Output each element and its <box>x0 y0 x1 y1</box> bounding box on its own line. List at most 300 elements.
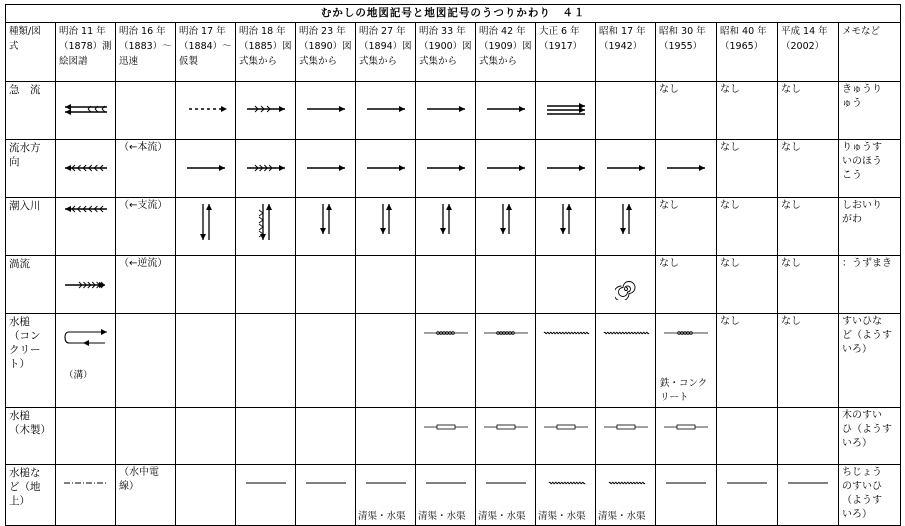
header-line: 明治 16 年 <box>119 26 166 37</box>
cell-text: 清渠・水渠 <box>478 511 526 522</box>
weir-concrete-symbol <box>601 328 651 338</box>
tidal-river-symbol <box>196 202 216 242</box>
cell-text: なし <box>720 258 740 269</box>
weir-ground-symbol <box>601 479 651 487</box>
weir-ground-symbol <box>783 479 833 487</box>
symbol-wrap <box>416 161 475 175</box>
cell-caption: 鉄・コンクリート <box>660 378 708 403</box>
symbol-cell <box>717 198 778 256</box>
header-era-8 <box>476 23 536 82</box>
symbol-table-document <box>5 4 900 526</box>
header-line: （1900）図 <box>419 41 472 52</box>
symbol-wrap <box>656 328 716 338</box>
symbol-wrap <box>356 479 415 487</box>
row-label-line: （木製） <box>9 424 51 436</box>
header-era-1 <box>56 23 116 82</box>
symbol-cell <box>476 140 536 198</box>
symbol-cell <box>236 314 296 408</box>
header-era-10 <box>596 23 656 82</box>
memo-line: いろ） <box>842 344 872 355</box>
cell-text: なし <box>781 142 801 153</box>
memo-line: しおいり <box>842 200 882 211</box>
header-line: 式集から <box>479 56 518 67</box>
weir-wooden-symbol <box>541 422 591 432</box>
header-line: 式集から <box>239 56 278 67</box>
symbol-cell <box>356 140 416 198</box>
symbol-cell <box>176 256 236 314</box>
header-era-4 <box>236 23 296 82</box>
weir-wooden-symbol <box>421 422 471 432</box>
memo-cell <box>839 408 901 465</box>
symbol-wrap <box>416 422 475 432</box>
symbol-wrap <box>356 161 415 175</box>
symbol-cell <box>476 256 536 314</box>
tidal-river-symbol <box>61 202 111 216</box>
symbol-cell <box>778 140 839 198</box>
symbol-cell <box>476 314 536 408</box>
row-label <box>6 314 56 408</box>
row-label <box>6 465 56 526</box>
symbol-wrap <box>356 102 415 116</box>
memo-line: がわ <box>842 214 862 225</box>
symbol-cell <box>296 256 356 314</box>
symbol-wrap <box>56 328 115 350</box>
header-era-7 <box>416 23 476 82</box>
symbol-cell <box>296 314 356 408</box>
symbol-cell <box>536 465 596 526</box>
header-line: 式集から <box>419 56 458 67</box>
row-label-line: 渦流 <box>9 258 30 270</box>
header-line: 昭和 17 年 <box>599 26 646 37</box>
row-label <box>6 408 56 465</box>
symbol-wrap <box>536 328 595 338</box>
row-label-line: 上） <box>9 495 30 507</box>
symbol-wrap <box>56 278 115 292</box>
symbol-cell <box>778 465 839 526</box>
symbol-wrap <box>596 479 655 487</box>
symbol-wrap <box>416 479 475 487</box>
flow-direction-symbol <box>241 161 291 175</box>
symbol-wrap <box>656 161 716 175</box>
symbol-cell <box>778 256 839 314</box>
memo-line: りゅうす <box>842 142 882 153</box>
header-era-6 <box>356 23 416 82</box>
weir-ground-symbol <box>541 479 591 487</box>
symbol-cell <box>596 198 656 256</box>
symbol-cell <box>56 198 116 256</box>
symbol-wrap <box>596 161 655 175</box>
tidal-river-symbol <box>496 202 516 236</box>
symbol-wrap <box>656 422 716 432</box>
symbol-cell <box>717 314 778 408</box>
row-label-line: 流水方 <box>9 142 41 154</box>
row-label-line: クリー <box>9 344 41 356</box>
symbol-wrap <box>176 161 235 175</box>
flow-direction-symbol <box>301 161 351 175</box>
symbol-cell <box>56 408 116 465</box>
cell-text: なし <box>659 84 679 95</box>
symbol-cell <box>656 465 717 526</box>
row-label-line: （コン <box>9 330 41 342</box>
memo-cell <box>839 256 901 314</box>
header-line: （1890）図 <box>299 41 352 52</box>
cell-text: なし <box>720 200 740 211</box>
symbol-cell <box>176 140 236 198</box>
header-line: 式 <box>9 41 19 52</box>
table-row <box>6 408 901 465</box>
symbol-cell <box>717 140 778 198</box>
symbol-cell <box>778 198 839 256</box>
memo-line: こう <box>842 170 862 181</box>
tidal-river-symbol <box>436 202 456 236</box>
memo-line: ゅう <box>842 98 862 109</box>
symbol-cell <box>476 82 536 140</box>
memo-line: 木のすい <box>842 410 882 421</box>
memo-line: すいひな <box>842 316 882 327</box>
symbol-cell <box>56 256 116 314</box>
symbol-wrap <box>596 422 655 432</box>
rapids-symbol <box>541 102 591 116</box>
header-line: （1917） <box>539 41 583 52</box>
header-line: （1894）図 <box>359 41 412 52</box>
weir-ground-symbol <box>301 479 351 487</box>
symbol-cell <box>476 408 536 465</box>
symbol-wrap <box>56 161 115 175</box>
symbol-cell <box>596 465 656 526</box>
row-label <box>6 198 56 256</box>
header-era-13 <box>778 23 839 82</box>
table-row <box>6 198 901 256</box>
cell-caption: （溝） <box>64 370 93 381</box>
flow-direction-symbol <box>61 161 111 175</box>
header-line: 昭和 40 年 <box>720 26 767 37</box>
cell-text: なし <box>720 84 740 95</box>
weir-wooden-symbol <box>601 422 651 432</box>
memo-cell <box>839 314 901 408</box>
symbol-cell <box>416 82 476 140</box>
tidal-river-symbol <box>616 202 636 236</box>
symbol-cell <box>356 198 416 256</box>
symbol-cell <box>296 140 356 198</box>
symbol-wrap <box>416 328 475 338</box>
cell-text: なし <box>781 84 801 95</box>
flow-direction-symbol <box>661 161 711 175</box>
symbol-wrap <box>56 479 115 487</box>
symbol-cell <box>476 198 536 256</box>
weir-ground-symbol <box>361 479 411 487</box>
row-label-line: ト） <box>9 358 30 370</box>
symbol-cell <box>656 314 717 408</box>
symbol-cell <box>356 256 416 314</box>
row-label-line: ど（地 <box>9 481 41 493</box>
memo-line: （ようす <box>842 495 882 506</box>
header-line: （1942） <box>599 41 643 52</box>
symbol-wrap <box>236 202 295 242</box>
header-line: （1883）〜 <box>119 41 172 52</box>
symbol-cell <box>717 465 778 526</box>
header-line: 明治 23 年 <box>299 26 346 37</box>
cell-text: （←逆流） <box>119 258 168 269</box>
header-line: （1955） <box>659 41 703 52</box>
header-memo <box>839 23 901 82</box>
symbol-cell <box>356 82 416 140</box>
symbol-cell <box>116 408 176 465</box>
row-label <box>6 256 56 314</box>
symbol-wrap <box>476 422 535 432</box>
symbol-cell <box>536 256 596 314</box>
symbol-cell <box>536 140 596 198</box>
symbol-cell <box>176 198 236 256</box>
header-line: 平成 14 年 <box>781 26 828 37</box>
header-era-2 <box>116 23 176 82</box>
header-era-12 <box>717 23 778 82</box>
flow-direction-symbol <box>361 161 411 175</box>
rapids-symbol <box>481 102 531 116</box>
symbol-cell <box>778 408 839 465</box>
symbol-cell <box>656 198 717 256</box>
symbol-cell <box>176 408 236 465</box>
header-line: 式集から <box>359 56 398 67</box>
rapids-symbol <box>361 102 411 116</box>
row-label-line: 水槌な <box>9 467 41 479</box>
symbol-cell <box>656 408 717 465</box>
symbol-cell <box>536 408 596 465</box>
weir-ground-symbol <box>421 479 471 487</box>
header-line: （1909）図 <box>479 41 532 52</box>
row-label-line: 水槌 <box>9 316 30 328</box>
table-row <box>6 140 901 198</box>
symbol-cell <box>116 82 176 140</box>
header-line: （2002） <box>781 41 825 52</box>
header-type <box>6 23 56 82</box>
symbol-cell <box>56 465 116 526</box>
symbol-cell <box>416 408 476 465</box>
symbol-wrap <box>536 422 595 432</box>
symbol-cell <box>296 408 356 465</box>
cell-text: （←本流） <box>119 142 168 153</box>
tidal-river-symbol <box>556 202 576 236</box>
cell-text: （←支流） <box>119 200 168 211</box>
symbol-table <box>5 4 901 526</box>
tidal-river-symbol <box>254 202 278 242</box>
header-line: 明治 42 年 <box>479 26 526 37</box>
symbol-cell <box>717 408 778 465</box>
header-line: 明治 27 年 <box>359 26 406 37</box>
symbol-cell <box>596 314 656 408</box>
document-title: むかしの地図記号と地図記号のうつりかわり ４１ <box>6 5 901 23</box>
weir-concrete-symbol <box>481 328 531 338</box>
header-row <box>6 23 901 82</box>
symbol-wrap <box>236 479 295 487</box>
symbol-cell <box>116 465 176 526</box>
flow-direction-symbol <box>601 161 651 175</box>
symbol-cell <box>656 140 717 198</box>
symbol-cell <box>236 82 296 140</box>
header-line: 明治 18 年 <box>239 26 286 37</box>
flow-direction-symbol <box>421 161 471 175</box>
symbol-wrap <box>476 161 535 175</box>
weir-concrete-symbol <box>661 328 711 338</box>
header-era-11 <box>656 23 717 82</box>
weir-ground-symbol <box>241 479 291 487</box>
memo-cell <box>839 82 901 140</box>
cell-text: 清渠・水渠 <box>598 511 646 522</box>
cell-text: なし <box>659 258 679 269</box>
symbol-cell <box>236 408 296 465</box>
symbol-wrap <box>536 102 595 116</box>
symbol-wrap <box>416 202 475 236</box>
symbol-cell <box>176 465 236 526</box>
symbol-cell <box>176 314 236 408</box>
memo-line: ：うずまき <box>842 258 892 269</box>
table-row <box>6 256 901 314</box>
header-line: 式集から <box>299 56 338 67</box>
symbol-cell <box>476 465 536 526</box>
weir-ground-symbol <box>661 479 711 487</box>
whirlpool-symbol <box>61 278 111 292</box>
symbol-cell <box>778 82 839 140</box>
cell-text: 清渠・水渠 <box>538 511 586 522</box>
header-line: （1965） <box>720 41 764 52</box>
symbol-cell <box>416 465 476 526</box>
symbol-cell <box>717 256 778 314</box>
symbol-wrap <box>536 161 595 175</box>
symbol-wrap <box>296 202 355 236</box>
cell-text: なし <box>659 200 679 211</box>
symbol-cell <box>656 256 717 314</box>
row-label <box>6 82 56 140</box>
symbol-cell <box>717 82 778 140</box>
symbol-cell <box>536 314 596 408</box>
weir-ground-symbol <box>61 479 111 487</box>
memo-cell <box>839 140 901 198</box>
cell-text: なし <box>720 316 740 327</box>
symbol-cell <box>116 198 176 256</box>
rapids-symbol <box>301 102 351 116</box>
symbol-wrap <box>596 278 655 300</box>
symbol-cell <box>116 140 176 198</box>
flow-direction-symbol <box>181 161 231 175</box>
cell-text: 清渠・水渠 <box>418 511 466 522</box>
tidal-river-symbol <box>376 202 396 236</box>
symbol-cell <box>596 140 656 198</box>
header-era-3 <box>176 23 236 82</box>
symbol-cell <box>56 314 116 408</box>
symbol-wrap <box>296 161 355 175</box>
symbol-wrap <box>416 102 475 116</box>
symbol-cell <box>596 256 656 314</box>
rapids-symbol <box>421 102 471 116</box>
header-line: （1884）〜 <box>179 41 232 52</box>
symbol-cell <box>416 198 476 256</box>
symbol-wrap <box>236 161 295 175</box>
symbol-wrap <box>476 328 535 338</box>
symbol-wrap <box>356 202 415 236</box>
symbol-cell <box>236 198 296 256</box>
whirlpool-symbol <box>615 278 637 300</box>
symbol-wrap <box>56 202 115 216</box>
header-era-5 <box>296 23 356 82</box>
symbol-cell <box>56 140 116 198</box>
header-line: 種類/図 <box>9 26 41 37</box>
symbol-cell <box>116 256 176 314</box>
symbol-cell <box>536 82 596 140</box>
symbol-wrap <box>536 202 595 236</box>
symbol-cell <box>416 140 476 198</box>
flow-direction-symbol <box>481 161 531 175</box>
header-line: メモなど <box>842 26 881 37</box>
memo-line: ど（ようす <box>842 330 892 341</box>
header-era-9 <box>536 23 596 82</box>
symbol-cell <box>56 82 116 140</box>
symbol-wrap <box>596 328 655 338</box>
symbol-wrap <box>536 479 595 487</box>
tidal-river-symbol <box>316 202 336 236</box>
symbol-cell <box>236 256 296 314</box>
weir-wooden-symbol <box>481 422 531 432</box>
weir-wooden-symbol <box>661 422 711 432</box>
symbol-wrap <box>56 102 115 116</box>
row-label <box>6 140 56 198</box>
header-line: 昭和 30 年 <box>659 26 706 37</box>
symbol-cell <box>296 198 356 256</box>
symbol-cell <box>656 82 717 140</box>
header-line: （1885）図 <box>239 41 292 52</box>
symbol-wrap <box>476 479 535 487</box>
memo-line: ちじょう <box>842 467 882 478</box>
header-line: 大正 6 年 <box>539 26 580 37</box>
header-line: （1878）測 <box>59 41 112 52</box>
header-line: 仮製 <box>179 56 199 67</box>
rapids-symbol <box>241 102 291 116</box>
symbol-wrap <box>296 479 355 487</box>
memo-line: いろ） <box>842 509 872 520</box>
symbol-wrap <box>778 479 838 487</box>
symbol-cell <box>236 465 296 526</box>
cell-text: なし <box>720 142 740 153</box>
memo-cell <box>839 465 901 526</box>
memo-line: きゅうり <box>842 84 882 95</box>
memo-line: ひ（ようす <box>842 424 892 435</box>
symbol-cell <box>356 465 416 526</box>
symbol-cell <box>296 82 356 140</box>
row-label-line: 水槌 <box>9 410 30 422</box>
rapids-symbol <box>181 102 231 116</box>
table-row <box>6 465 901 526</box>
symbol-cell <box>416 256 476 314</box>
cell-text: なし <box>781 316 801 327</box>
rapids-symbol <box>61 102 111 116</box>
symbol-cell <box>356 314 416 408</box>
cell-text: 清渠・水渠 <box>358 511 406 522</box>
symbol-wrap <box>236 102 295 116</box>
row-label-line: 向 <box>9 156 20 168</box>
table-row <box>6 314 901 408</box>
weir-concrete-symbol <box>61 328 111 350</box>
weir-concrete-symbol <box>541 328 591 338</box>
symbol-wrap <box>476 102 535 116</box>
symbol-cell <box>356 408 416 465</box>
weir-ground-symbol <box>481 479 531 487</box>
symbol-cell <box>596 408 656 465</box>
symbol-cell <box>778 314 839 408</box>
symbol-cell <box>296 465 356 526</box>
symbol-cell <box>536 198 596 256</box>
table-row <box>6 82 901 140</box>
symbol-wrap <box>596 202 655 236</box>
weir-ground-symbol <box>722 479 772 487</box>
row-label-line: 潮入川 <box>9 200 41 212</box>
